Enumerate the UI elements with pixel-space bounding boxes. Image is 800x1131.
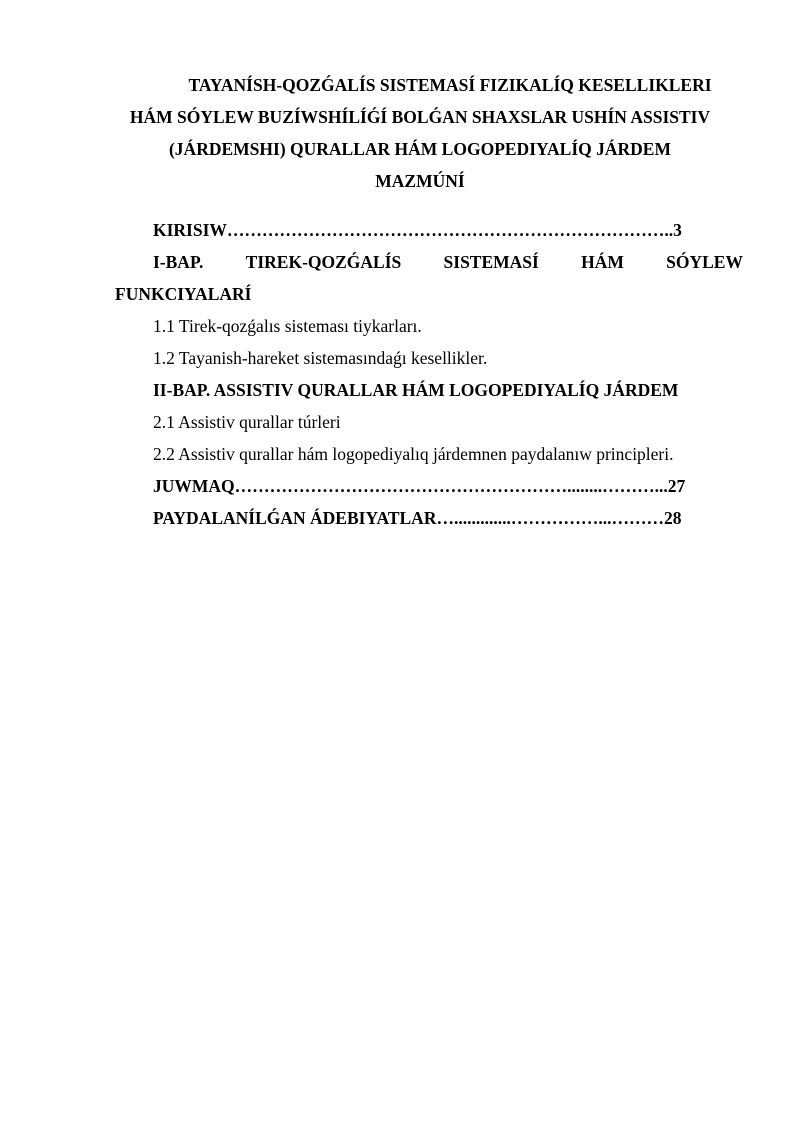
chapter-1-word: HÁM [581,252,624,272]
toc-entry-chapter-1-continued: FUNKCIYALARÍ [115,284,252,304]
table-of-contents [115,214,743,534]
toc-entry-kirisiw: KIRISIW…………………………………………………………………..3 [153,220,682,240]
toc-entry-1-1: 1.1 Tirek-qozǵalıs sisteması tiykarları. [153,316,422,336]
title-line-3: (JÁRDEMSHI) QURALLAR HÁM LOGOPEDIYALÍQ JÁRDEM [168,139,671,159]
chapter-1-word: I-BAP. [153,252,204,272]
title-line-1: TAYANÍSH-QOZǴALÍS SISTEMASÍ FIZIKALÍQ KESELLIKLERI [188,75,712,95]
toc-entry-chapter-1 [115,246,743,278]
chapter-1-word: TIREK-QOZǴALÍS [245,252,402,272]
toc-entry-juwmaq: JUWMAQ…………………………………………………........………...27 [153,476,686,496]
toc-entry-1-2: 1.2 Tayanish-hareket sistemasındaǵı kesellikler. [153,348,488,368]
title-line-2: HÁM SÓYLEW BUZÍWSHÍLÍǴÍ BOLǴAN SHAXSLAR USHÍN ASSISTIV [129,107,711,127]
document-title [100,69,740,197]
chapter-1-word: SÓYLEW [666,252,743,272]
toc-entry-references: PAYDALANÍLǴAN ÁDEBIYATLAR….............……………...………28 [153,508,682,528]
title-line-4: MAZMÚNÍ [375,171,465,191]
toc-entry-2-1: 2.1 Assistiv qurallar túrleri [153,412,341,432]
toc-entry-chapter-2: II-BAP. ASSISTIV QURALLAR HÁM LOGOPEDIYALÍQ JÁRDEM [153,380,679,400]
chapter-1-word: SISTEMASÍ [443,252,539,272]
toc-entry-2-2: 2.2 Assistiv qurallar hám logopediyalıq járdemnen paydalanıw principleri. [153,444,674,464]
